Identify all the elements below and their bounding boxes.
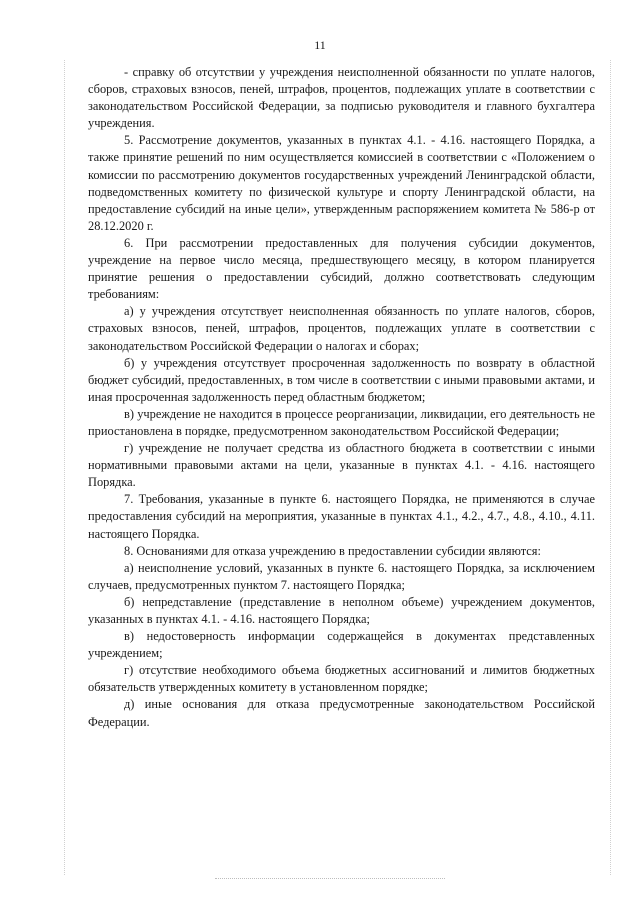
paragraph-6: 6. При рассмотрении предоставленных для получения субсидии документов, учреждение на первое число месяца, предшествующего месяцу, в котором планируется принятие решения о предоставлении субсидий, должно соответствовать следующим требованиям: xyxy=(88,235,595,302)
paragraph-6v: в) учреждение не находится в процессе реорганизации, ликвидации, его деятельность не приостановлена в порядке, предусмотренном законодательством Российской Федерации; xyxy=(88,406,595,438)
paragraph-certificate: - справку об отсутствии у учреждения неисполненной обязанности по уплате налогов, сборов, страховых взносов, пеней, штрафов, процентов, подлежащих уплате в соответствии с законодательством Российской Федерации, за подписью руководителя и главного бухгалтера учреждения. xyxy=(88,65,595,131)
document-body xyxy=(88,64,595,731)
paragraph-6b: б) у учреждения отсутствует просроченная задолженность по возврату в областной бюджет субсидий, предоставленных, в том числе в соответствии с иными правовыми актами, и иная просроченная задолженность перед областным бюджетом; xyxy=(88,355,595,404)
paragraph-5: 5. Рассмотрение документов, указанных в пунктах 4.1. - 4.16. настоящего Порядка, а также принятие решений по ним осуществляется комиссией в соответствии с «Положением о комиссии по рассмотрению документов государственных учреждений Ленинградской области, подведомственных комитету по физической культуре и спорту Ленинградской области, на предоставление субсидий на иные цели», утвержденным распоряжением комитета № 586-р от 28.12.2020 г. xyxy=(88,133,595,233)
scan-edge-left xyxy=(64,60,66,875)
paragraph-8v: в) недостоверность информации содержащейся в документах представленных учреждением; xyxy=(88,629,595,661)
paragraph-8a: а) неисполнение условий, указанных в пункте 6. настоящего Порядка, за исключением случаев, предусмотренных пунктом 7. настоящего Порядка; xyxy=(88,560,595,592)
paragraph-7: 7. Требования, указанные в пункте 6. настоящего Порядка, не применяются в случае предоставления субсидий на мероприятия, указанные в пунктах 4.1., 4.2., 4.7., 4.8., 4.10., 4.11. настоящего Порядка. xyxy=(88,492,595,541)
scan-line-bottom xyxy=(215,878,445,880)
paragraph-8b: б) непредставление (представление в неполном объеме) учреждением документов, указанных в пунктах 4.1. - 4.16. настоящего Порядка; xyxy=(88,594,595,626)
scan-edge-right xyxy=(610,60,612,875)
paragraph-6g: г) учреждение не получает средства из областного бюджета в соответствии с иными нормативными правовыми актами на цели, указанные в пунктах 4.1. - 4.16. настоящего Порядка. xyxy=(88,441,595,490)
paragraph-8: 8. Основаниями для отказа учреждению в предоставлении субсидии являются: xyxy=(124,543,541,558)
paragraph-8d: д) иные основания для отказа предусмотренные законодательством Российской Федерации. xyxy=(88,697,595,729)
paragraph-6a: а) у учреждения отсутствует неисполненная обязанность по уплате налогов, сборов, страховых взносов, пеней, штрафов, процентов, подлежащих уплате в соответствии с законодательством Российской Федерации о налогах и сборах; xyxy=(88,304,595,353)
paragraph-8g: г) отсутствие необходимого объема бюджетных ассигнований и лимитов бюджетных обязательств утвержденных комитету в установленном порядке; xyxy=(88,663,595,695)
page-number: 11 xyxy=(314,38,326,52)
